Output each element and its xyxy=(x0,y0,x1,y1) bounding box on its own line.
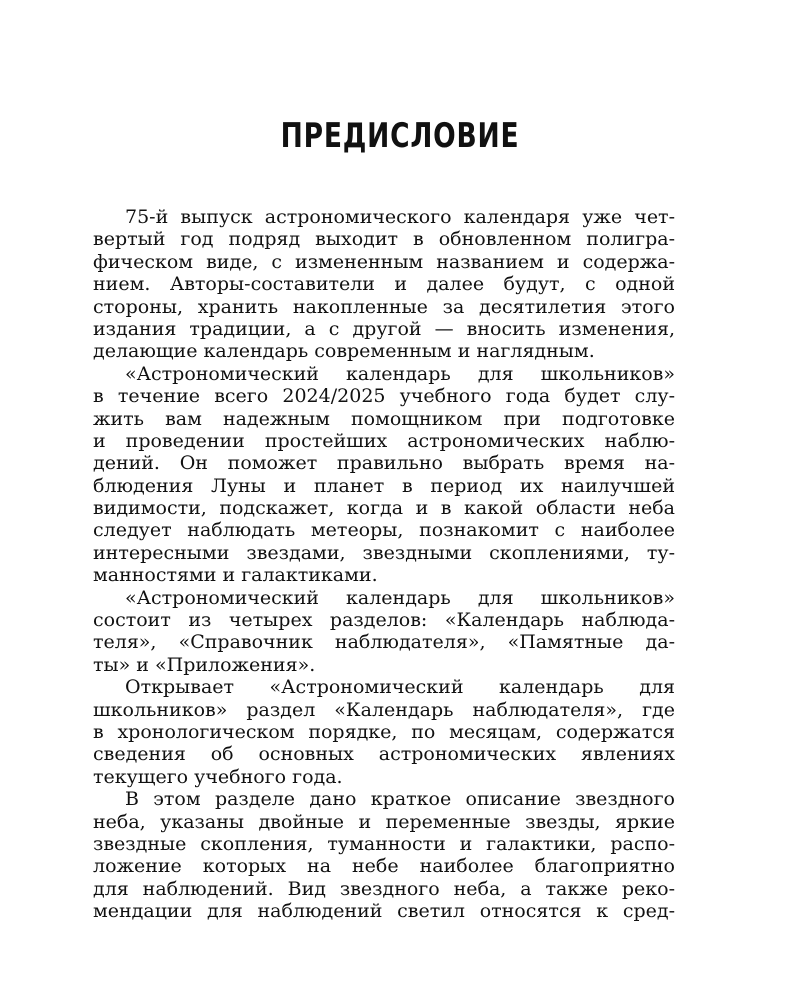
text-line: теля», «Справочник наблюдателя», «Памятные да- xyxy=(93,631,675,654)
text-line: нием. Авторы-составители и далее будут, с одной xyxy=(93,273,675,296)
text-line: ложение которых на небе наиболее благоприятно xyxy=(93,855,675,878)
text-line: следует наблюдать метеоры, познакомит с наиболее xyxy=(93,519,675,542)
text-line: жить вам надежным помощником при подготовке xyxy=(93,407,675,430)
text-line: в хронологическом порядке, по месяцам, содержатся xyxy=(93,720,675,743)
text-line: в течение всего 2024/2025 учебного года будет слу- xyxy=(93,385,675,408)
text-line: издания традиции, а с другой — вносить изменения, xyxy=(93,317,675,340)
text-line: дений. Он поможет правильно выбрать время на- xyxy=(93,452,675,475)
text-line: и проведении простейших астрономических наблю- xyxy=(93,429,675,452)
text-line: интересными звездами, звездными скоплениями, ту- xyxy=(93,541,675,564)
preface-text xyxy=(93,206,675,923)
text-line: мендации для наблюдений светил относятся к сред- xyxy=(93,900,675,923)
text-line: состоит из четырех разделов: «Календарь наблюда- xyxy=(93,609,675,632)
text-line: делающие календарь современным и наглядным. xyxy=(93,340,595,363)
text-line: неба, указаны двойные и переменные звезды, яркие xyxy=(93,810,675,833)
text-line: ты» и «Приложения». xyxy=(93,653,316,676)
text-line: манностями и галактиками. xyxy=(93,564,378,587)
text-line: текущего учебного года. xyxy=(93,765,343,788)
text-line: фическом виде, с измененным названием и содержа- xyxy=(93,250,675,273)
text-line: звездные скопления, туманности и галактики, распо- xyxy=(93,832,675,855)
text-line: сведения об основных астрономических явлениях xyxy=(93,743,675,766)
page-title: ПРЕДИСЛОВИЕ xyxy=(280,116,520,156)
text-line: 75-й выпуск астрономического календаря уже чет- xyxy=(125,206,675,228)
text-line: «Астрономический календарь для школьников» xyxy=(125,586,675,609)
text-line: «Астрономический календарь для школьников» xyxy=(125,362,675,385)
text-line: блюдения Луны и планет в период их наилучшей xyxy=(93,474,675,497)
text-line: для наблюдений. Вид звездного неба, а также реко- xyxy=(93,877,675,900)
text-line: Открывает «Астрономический календарь для xyxy=(125,676,675,699)
text-line: стороны, хранить накопленные за десятилетия этого xyxy=(93,295,675,318)
text-line: видимости, подскажет, когда и в какой области неба xyxy=(93,497,675,520)
text-line: школьников» раздел «Календарь наблюдателя», где xyxy=(93,698,675,721)
text-line: В этом разделе дано краткое описание звездного xyxy=(125,788,675,811)
text-line: вертый год подряд выходит в обновленном полигра- xyxy=(93,228,675,251)
